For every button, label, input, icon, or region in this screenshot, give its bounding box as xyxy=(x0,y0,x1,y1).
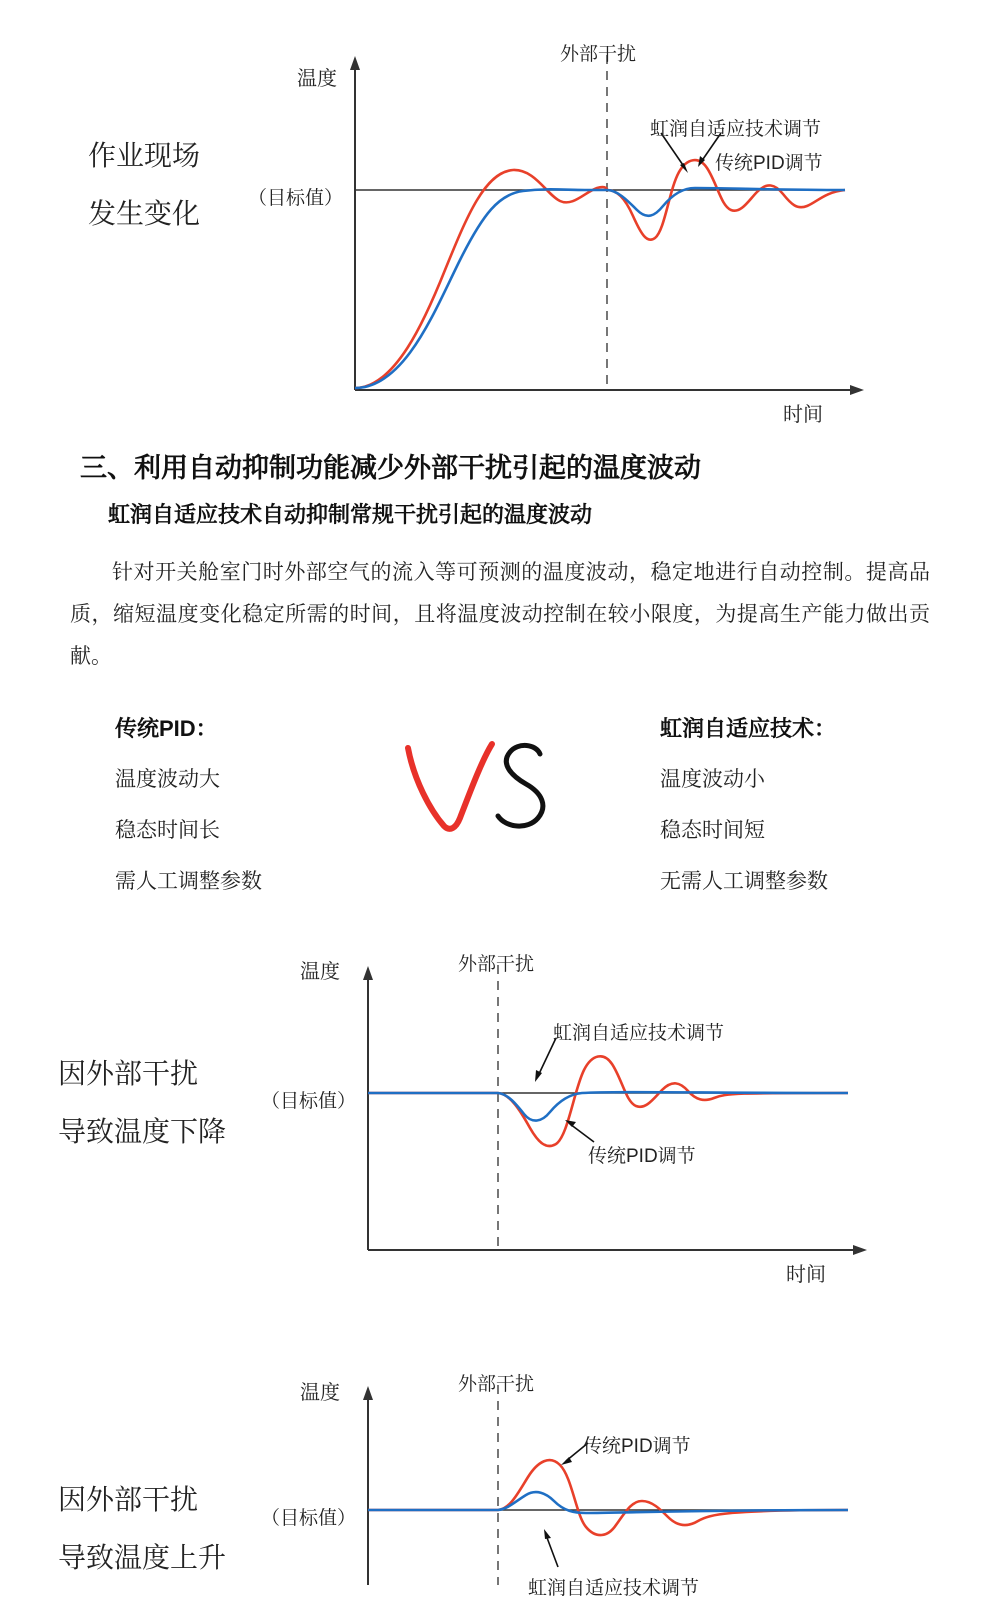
chart-3-annotation-adaptive xyxy=(528,1567,699,1611)
comparison-left-item-1-text: 温度波动大 xyxy=(115,768,220,791)
chart-1-disturbance-label xyxy=(560,33,636,77)
chart-3-side-label-line1-text: 因外部干扰 xyxy=(58,1484,199,1515)
chart-3-y-axis-label-text: 温度 xyxy=(300,1382,340,1404)
chart-3-svg xyxy=(258,1355,878,1585)
chart-2-disturbance-label xyxy=(458,943,534,987)
chart-1-side-label-line2-text: 发生变化 xyxy=(88,198,201,229)
chart-3-disturbance-label-text: 外部干扰 xyxy=(458,1374,535,1395)
chart-2-annotation-adaptive-text: 虹润自适应技术调节 xyxy=(553,1023,725,1044)
chart-process-change xyxy=(248,20,875,430)
chart-1-annotation-pid-text: 传统PID调节 xyxy=(715,153,823,174)
chart-3-side-label-line2-text: 导致温度上升 xyxy=(58,1542,227,1573)
comparison-right-item-2 xyxy=(660,814,765,844)
chart-2-target-label xyxy=(261,1080,356,1124)
chart-2-x-axis-label xyxy=(786,1253,826,1297)
chart-3-y-axis-label xyxy=(300,1371,340,1415)
comparison-right-title xyxy=(660,712,836,743)
chart-temp-drop xyxy=(258,930,878,1286)
chart-1-annotation-adaptive-text: 虹润自适应技术调节 xyxy=(650,119,822,140)
section-subtitle xyxy=(108,498,592,529)
chart-3-side-label-line1 xyxy=(58,1478,198,1522)
chart-2-side-label-line2 xyxy=(58,1110,226,1154)
chart-1-x-axis-label xyxy=(783,393,823,437)
chart-3-target-label xyxy=(261,1497,356,1541)
chart-3-annotation-pid xyxy=(583,1425,691,1469)
chart-1-side-label-line2 xyxy=(88,192,200,236)
chart-2-annotation-pid-text: 传统PID调节 xyxy=(588,1146,696,1167)
chart-2-target-label-text: （目标值） xyxy=(261,1091,357,1112)
chart-2-side-label-line1 xyxy=(58,1052,198,1096)
chart-2-disturbance-label-text: 外部干扰 xyxy=(458,954,535,975)
chart-1-annotation-pid xyxy=(715,142,823,186)
vs-badge xyxy=(400,740,570,840)
chart-2-y-axis-label-text: 温度 xyxy=(300,961,340,983)
comparison-left-item-2-text: 稳态时间长 xyxy=(115,819,220,842)
comparison-right-item-1-text: 温度波动小 xyxy=(660,768,765,791)
comparison-left-item-1 xyxy=(115,763,220,793)
comparison-left-item-3 xyxy=(115,865,262,895)
chart-temp-rise xyxy=(258,1355,878,1599)
section-title-text: 三、利用自动抑制功能减少外部干扰引起的温度波动 xyxy=(80,453,701,483)
chart-2-side-label-line2-text: 导致温度下降 xyxy=(58,1116,227,1147)
chart-3-annotation-pid-text: 传统PID调节 xyxy=(583,1436,691,1457)
chart-3-target-label-text: （目标值） xyxy=(261,1508,357,1529)
comparison-right-item-3-text: 无需人工调整参数 xyxy=(660,870,828,893)
section-paragraph-text: 针对开关舱室门时外部空气的流入等可预测的温度波动，稳定地进行自动控制。提高品质，缩短温度变化稳定所需的时间，且将温度波动控制在较小限度，为提高生产能力做出贡献。 xyxy=(70,561,930,668)
chart-2-y-axis-label xyxy=(300,950,340,994)
chart-1-target-label xyxy=(248,177,343,221)
chart-1-disturbance-label-text: 外部干扰 xyxy=(560,44,637,65)
chart-3-side-label-line2 xyxy=(58,1536,226,1580)
section-paragraph xyxy=(70,552,930,678)
comparison-left-title-text: 传统PID： xyxy=(115,716,218,741)
chart-2-annotation-adaptive xyxy=(553,1012,724,1056)
chart-1-side-label-line1-text: 作业现场 xyxy=(88,140,201,171)
section-title xyxy=(80,446,701,485)
chart-1-target-label-text: （目标值） xyxy=(248,188,344,209)
chart-2-x-axis-label-text: 时间 xyxy=(786,1264,826,1286)
comparison-right-title-text: 虹润自适应技术： xyxy=(660,716,837,741)
chart-2-side-label-line1-text: 因外部干扰 xyxy=(58,1058,199,1089)
chart-1-y-axis-label-text: 温度 xyxy=(297,68,337,90)
chart-2-annotation-pid xyxy=(588,1135,696,1179)
chart-1-side-label-line1 xyxy=(88,134,200,178)
chart-1-x-axis-label-text: 时间 xyxy=(783,404,823,426)
comparison-right-item-2-text: 稳态时间短 xyxy=(660,819,765,842)
comparison-left-title xyxy=(115,712,218,743)
chart-1-svg xyxy=(255,20,875,430)
comparison-right-item-1 xyxy=(660,763,765,793)
comparison-left-item-2 xyxy=(115,814,220,844)
chart-3-annotation-adaptive-text: 虹润自适应技术调节 xyxy=(528,1578,700,1599)
chart-3-disturbance-label xyxy=(458,1363,534,1407)
comparison-right-item-3 xyxy=(660,865,828,895)
comparison-left-item-3-text: 需人工调整参数 xyxy=(115,870,262,893)
section-subtitle-text: 虹润自适应技术自动抑制常规干扰引起的温度波动 xyxy=(108,502,593,527)
vs-badge-svg xyxy=(400,740,570,840)
chart-1-y-axis-label xyxy=(297,57,337,101)
